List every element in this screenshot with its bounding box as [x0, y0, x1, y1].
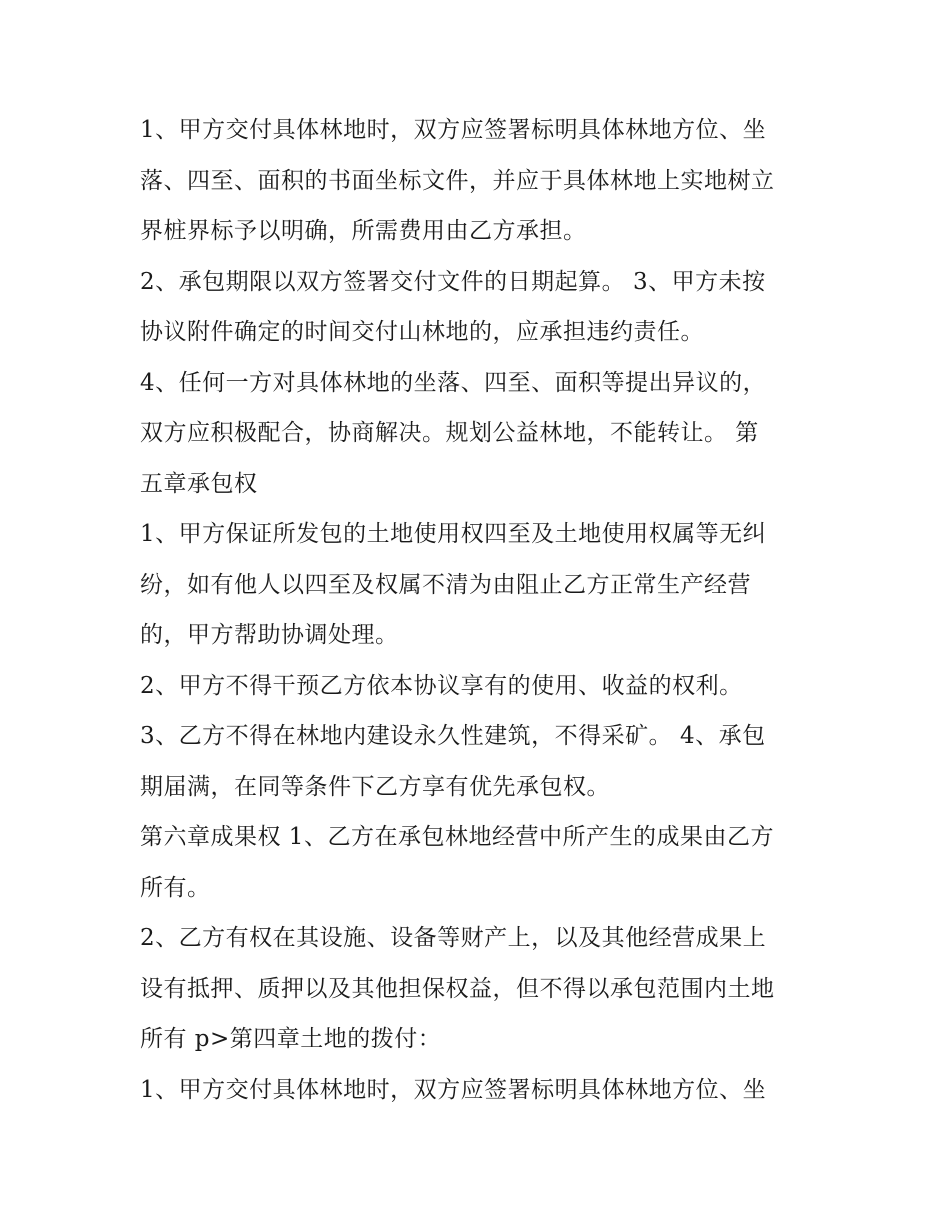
text-line: 2、甲方不得干预乙方依本协议享有的使用、收益的权利。 [140, 672, 743, 699]
text-line: 的，甲方帮助协调处理。 [140, 622, 399, 648]
text-line: 2、承包期限以双方签署交付文件的日期起算。 3、甲方未按 [140, 268, 766, 295]
text-block [140, 105, 810, 1115]
text-line: 3、乙方不得在林地内建设永久性建筑，不得采矿。 4、承包 [140, 723, 766, 749]
text-line: 界桩界标予以明确，所需费用由乙方承担。 [140, 218, 587, 244]
text-line: 1、甲方交付具体林地时，双方应签署标明具体林地方位、坐 [140, 117, 767, 143]
text-line: 第六章成果权 1、乙方在承包林地经营中所产生的成果由乙方 [140, 824, 774, 850]
text-line: 1、甲方保证所发包的土地使用权四至及土地使用权属等无纠 [140, 521, 767, 547]
text-line: 2、乙方有权在其设施、设备等财产上，以及其他经营成果上 [140, 925, 767, 951]
text-line: 所有 p>第四章土地的拨付： [140, 1026, 442, 1052]
text-line: 纷，如有他人以四至及权属不清为由阻止乙方正常生产经营 [140, 571, 751, 598]
text-line: 五章承包权 [140, 470, 258, 497]
text-line: 1、甲方交付具体林地时，双方应签署标明具体林地方位、坐 [140, 1076, 767, 1103]
document-body [140, 105, 810, 1115]
text-line: 落、四至、面积的书面坐标文件，并应于具体林地上实地树立 [140, 167, 775, 194]
text-line: 所有。 [140, 874, 211, 901]
text-line: 4、任何一方对具体林地的坐落、四至、面积等提出异议的， [140, 369, 767, 396]
text-line: 双方应积极配合，协商解决。规划公益林地，不能转让。 第 [140, 420, 759, 446]
text-line: 设有抵押、质押以及其他担保权益，但不得以承包范围内土地 [140, 975, 775, 1002]
text-line: 协议附件确定的时间交付山林地的，应承担违约责任。 [140, 319, 704, 345]
text-line: 期届满，在同等条件下乙方享有优先承包权。 [140, 773, 610, 800]
